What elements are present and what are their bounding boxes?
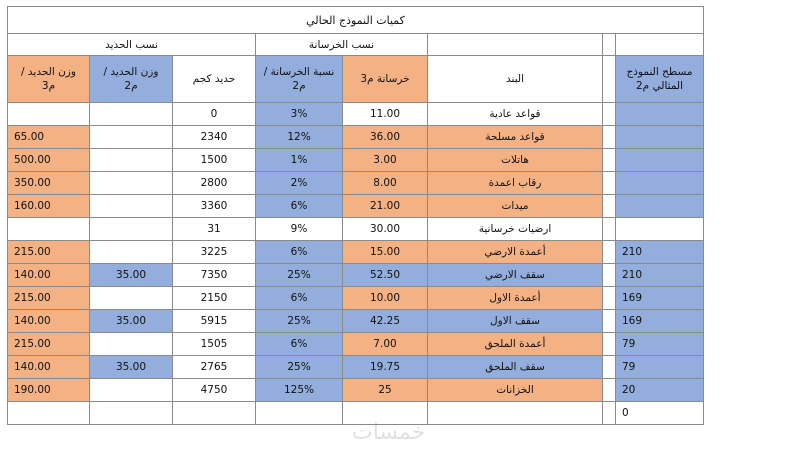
quantities-sheet <box>7 6 704 425</box>
concrete-cell[interactable]: 42.25 <box>343 310 428 333</box>
steel-per-m3-cell[interactable]: 215.00 <box>8 241 90 264</box>
blank-cell[interactable] <box>603 126 616 149</box>
item-cell[interactable]: سقف الاول <box>428 310 603 333</box>
item-cell[interactable]: سقف الارضي <box>428 264 603 287</box>
steel-kg-cell[interactable]: 2340 <box>173 126 256 149</box>
concrete-cell[interactable]: 25 <box>343 379 428 402</box>
concrete-cell[interactable]: 15.00 <box>343 241 428 264</box>
area-cell[interactable]: 210 <box>616 241 704 264</box>
blank-cell[interactable] <box>603 264 616 287</box>
area-cell[interactable] <box>616 172 704 195</box>
concrete-cell[interactable]: 19.75 <box>343 356 428 379</box>
blank-cell[interactable] <box>603 103 616 126</box>
ratio-cell[interactable]: 1% <box>256 149 343 172</box>
area-cell[interactable]: 210 <box>616 264 704 287</box>
steel-kg-cell[interactable]: 1500 <box>173 149 256 172</box>
steel-per-m2-cell[interactable] <box>90 195 173 218</box>
blank-cell[interactable] <box>603 149 616 172</box>
item-cell[interactable]: قواعد عادية <box>428 103 603 126</box>
steel-per-m2-cell[interactable] <box>90 287 173 310</box>
table-row <box>8 264 704 287</box>
ratio-cell[interactable]: 3% <box>256 103 343 126</box>
ratio-cell[interactable]: 25% <box>256 356 343 379</box>
blank-cell[interactable] <box>603 310 616 333</box>
item-cell[interactable]: قواعد مسلحة <box>428 126 603 149</box>
steel-per-m2-cell[interactable] <box>90 149 173 172</box>
table-row <box>8 103 704 126</box>
steel-per-m3-cell[interactable] <box>8 103 90 126</box>
blank-cell[interactable] <box>428 34 603 56</box>
concrete-group-header[interactable]: نسب الخرسانة <box>256 34 428 56</box>
steel-per-m2-column-header[interactable]: وزن الحديد / م2 <box>90 56 173 103</box>
concrete-cell[interactable]: 10.00 <box>343 287 428 310</box>
steel-per-m3-column-header[interactable]: وزن الحديد / م3 <box>8 56 90 103</box>
area-column-header[interactable]: مسطح النموذج المثالي م2 <box>616 56 704 103</box>
table-row <box>8 379 704 402</box>
ratio-cell[interactable]: 12% <box>256 126 343 149</box>
table-row <box>8 287 704 310</box>
area-cell[interactable] <box>616 218 704 241</box>
watermark: خمسات <box>352 420 426 445</box>
blank-cell[interactable] <box>603 195 616 218</box>
item-cell[interactable]: سقف الملحق <box>428 356 603 379</box>
blank-cell[interactable] <box>603 379 616 402</box>
blank-cell[interactable] <box>603 56 616 103</box>
table-row <box>8 149 704 172</box>
table-row <box>8 218 704 241</box>
steel-per-m3-cell[interactable]: 350.00 <box>8 172 90 195</box>
area-cell[interactable]: 20 <box>616 379 704 402</box>
steel-group-header[interactable]: نسب الحديد <box>8 34 256 56</box>
steel-per-m3-cell[interactable]: 160.00 <box>8 195 90 218</box>
concrete-cell[interactable]: 21.00 <box>343 195 428 218</box>
area-cell[interactable] <box>616 195 704 218</box>
item-cell[interactable]: أعمدة الارضي <box>428 241 603 264</box>
steel-per-m3-cell[interactable]: 500.00 <box>8 149 90 172</box>
table-row <box>8 126 704 149</box>
blank-cell[interactable] <box>603 402 616 425</box>
area-cell[interactable]: 169 <box>616 310 704 333</box>
steel-per-m2-cell[interactable] <box>90 172 173 195</box>
concrete-cell[interactable]: 11.00 <box>343 103 428 126</box>
concrete-cell[interactable]: 52.50 <box>343 264 428 287</box>
ratio-cell[interactable] <box>256 402 343 425</box>
area-cell[interactable] <box>616 103 704 126</box>
steel-per-m2-cell[interactable] <box>90 218 173 241</box>
item-cell[interactable]: أعمدة الملحق <box>428 333 603 356</box>
steel-kg-cell[interactable]: 2765 <box>173 356 256 379</box>
ratio-cell[interactable]: 25% <box>256 310 343 333</box>
item-cell[interactable]: ارضيات خرسانية <box>428 218 603 241</box>
steel-kg-cell[interactable]: 3360 <box>173 195 256 218</box>
concrete-cell[interactable]: 7.00 <box>343 333 428 356</box>
steel-kg-cell[interactable]: 1505 <box>173 333 256 356</box>
steel-kg-cell[interactable]: 5915 <box>173 310 256 333</box>
sheet-title-cell[interactable] <box>8 7 704 34</box>
concrete-cell[interactable]: 30.00 <box>343 218 428 241</box>
blank-cell[interactable] <box>603 287 616 310</box>
steel-per-m3-cell[interactable]: 140.00 <box>8 356 90 379</box>
blank-cell[interactable] <box>603 356 616 379</box>
table-row <box>8 241 704 264</box>
area-cell[interactable] <box>616 149 704 172</box>
item-cell[interactable]: رقاب اعمدة <box>428 172 603 195</box>
table-row <box>8 333 704 356</box>
steel-per-m3-cell[interactable] <box>8 218 90 241</box>
steel-per-m3-cell[interactable]: 140.00 <box>8 264 90 287</box>
steel-per-m3-cell[interactable]: 65.00 <box>8 126 90 149</box>
ratio-cell[interactable]: 125% <box>256 379 343 402</box>
steel-per-m3-cell[interactable] <box>8 402 90 425</box>
blank-cell[interactable] <box>603 218 616 241</box>
ratio-cell[interactable]: 6% <box>256 241 343 264</box>
concrete-cell[interactable]: 36.00 <box>343 126 428 149</box>
steel-per-m3-cell[interactable]: 190.00 <box>8 379 90 402</box>
area-cell[interactable]: 79 <box>616 333 704 356</box>
steel-per-m3-cell[interactable]: 140.00 <box>8 310 90 333</box>
item-cell[interactable]: هاتلات <box>428 149 603 172</box>
ratio-cell[interactable]: 9% <box>256 218 343 241</box>
steel-per-m2-cell[interactable] <box>90 241 173 264</box>
steel-kg-cell[interactable]: 2800 <box>173 172 256 195</box>
steel-per-m3-cell[interactable]: 215.00 <box>8 287 90 310</box>
blank-cell[interactable] <box>603 241 616 264</box>
blank-cell[interactable] <box>603 34 616 56</box>
item-cell[interactable]: الخزانات <box>428 379 603 402</box>
steel-per-m2-cell[interactable] <box>90 103 173 126</box>
concrete-cell[interactable]: 3.00 <box>343 149 428 172</box>
blank-cell[interactable] <box>616 34 704 56</box>
ratio-column-header[interactable]: نسبة الخرسانة / م2 <box>256 56 343 103</box>
steel-per-m2-cell[interactable] <box>90 126 173 149</box>
table-row <box>8 172 704 195</box>
steel-per-m2-cell[interactable]: 35.00 <box>90 264 173 287</box>
area-cell[interactable] <box>616 126 704 149</box>
steel-per-m2-cell[interactable] <box>90 333 173 356</box>
item-cell[interactable]: ميدات <box>428 195 603 218</box>
item-cell[interactable]: أعمدة الاول <box>428 287 603 310</box>
concrete-column-header[interactable]: خرسانة م3 <box>343 56 428 103</box>
blank-cell[interactable] <box>603 333 616 356</box>
steel-per-m3-cell[interactable]: 215.00 <box>8 333 90 356</box>
item-cell[interactable] <box>428 402 603 425</box>
steel-kg-column-header[interactable]: حديد كجم <box>173 56 256 103</box>
area-cell[interactable]: 169 <box>616 287 704 310</box>
steel-kg-cell[interactable]: 0 <box>173 103 256 126</box>
steel-kg-cell[interactable]: 3225 <box>173 241 256 264</box>
ratio-cell[interactable]: 25% <box>256 264 343 287</box>
ratio-cell[interactable]: 6% <box>256 287 343 310</box>
steel-kg-cell[interactable]: 7350 <box>173 264 256 287</box>
steel-per-m2-cell[interactable]: 35.00 <box>90 310 173 333</box>
table-row <box>8 310 704 333</box>
steel-kg-cell[interactable]: 4750 <box>173 379 256 402</box>
item-column-header[interactable]: البند <box>428 56 603 103</box>
steel-per-m2-cell[interactable]: 35.00 <box>90 356 173 379</box>
steel-per-m2-cell[interactable] <box>90 402 173 425</box>
area-cell[interactable]: 0 <box>616 402 704 425</box>
concrete-cell[interactable]: 8.00 <box>343 172 428 195</box>
ratio-cell[interactable]: 6% <box>256 333 343 356</box>
table-row <box>8 356 704 379</box>
ratio-cell[interactable]: 6% <box>256 195 343 218</box>
blank-cell[interactable] <box>603 172 616 195</box>
steel-kg-cell[interactable]: 31 <box>173 218 256 241</box>
steel-per-m2-cell[interactable] <box>90 379 173 402</box>
steel-kg-cell[interactable]: 2150 <box>173 287 256 310</box>
area-cell[interactable]: 79 <box>616 356 704 379</box>
ratio-cell[interactable]: 2% <box>256 172 343 195</box>
table-row <box>8 195 704 218</box>
steel-kg-cell[interactable] <box>173 402 256 425</box>
sheet-title: كميات النموذج الحالي <box>306 13 405 27</box>
